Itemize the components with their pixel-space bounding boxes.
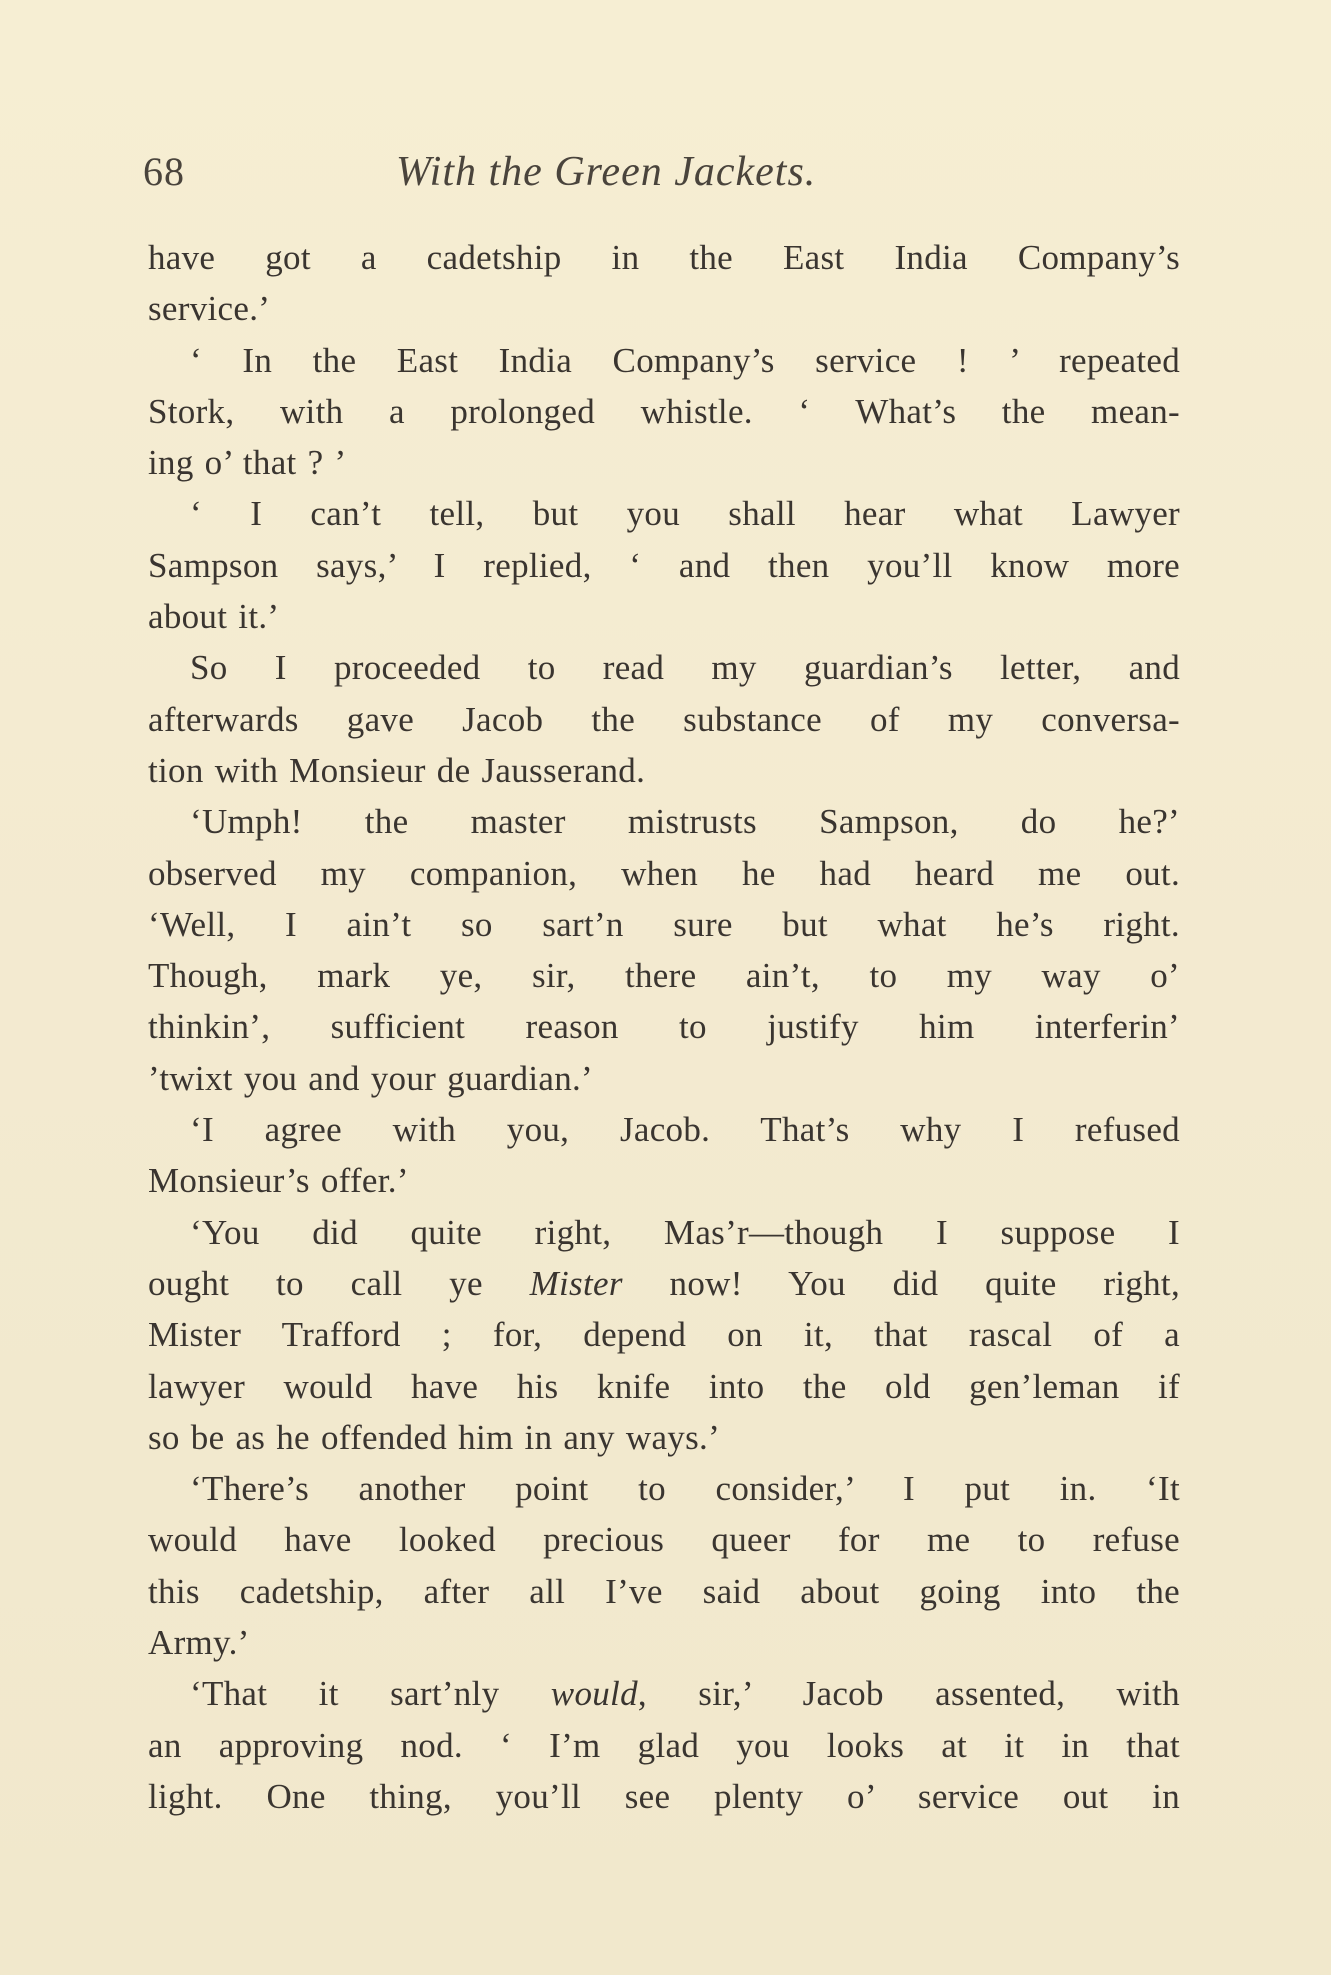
italic-word-would: would <box>550 1674 638 1714</box>
text-line: ’twixt you and your guardian.’ <box>148 1058 594 1098</box>
page-number: 68 <box>143 149 185 194</box>
text-line: have got a cadetship in the East India Company’s <box>148 238 1180 277</box>
text-segment: , sir,’ Jacob assented, with <box>637 1674 1180 1714</box>
text-line <box>148 1668 1180 1719</box>
text-line: this cadetship, after all I’ve said about going into the <box>148 1571 1180 1611</box>
text-line: Sampson says,’ I replied, ‘ and then you’ll know more <box>148 545 1180 585</box>
text-line: ‘ I can’t tell, but you shall hear what Lawyer <box>190 494 1180 534</box>
text-segment: ‘That it sart’nly <box>190 1674 551 1714</box>
text-segment: ought to call ye <box>148 1263 530 1303</box>
text-line: ‘Umph! the master mistrusts Sampson, do he?’ <box>190 802 1180 842</box>
text-line: lawyer would have his knife into the old gen’leman if <box>148 1366 1180 1406</box>
text-line: ing o’ that ? ’ <box>148 443 347 483</box>
text-line: afterwards gave Jacob the substance of my conversa- <box>148 699 1180 739</box>
text-line: observed my companion, when he had heard me out. <box>148 853 1180 893</box>
text-line: Though, mark ye, sir, there ain’t, to my way o’ <box>148 956 1180 996</box>
text-line: an approving nod. ‘ I’m glad you looks at it in that <box>148 1725 1180 1765</box>
text-line: ‘I agree with you, Jacob. That’s why I refused <box>190 1110 1180 1150</box>
text-line: so be as he offended him in any ways.’ <box>148 1417 721 1457</box>
text-line: ‘ In the East India Company’s service ! ’ repeated <box>190 340 1180 380</box>
text-line: Mister Trafford ; for, depend on it, that rascal of a <box>148 1315 1180 1355</box>
running-title: With the Green Jackets. <box>396 149 817 195</box>
text-segment: now! You did quite right, <box>622 1263 1180 1303</box>
page-header <box>143 148 1183 208</box>
text-line: would have looked precious queer for me to refuse <box>148 1520 1180 1560</box>
body-text <box>148 232 1180 1822</box>
text-line: Army.’ <box>148 1623 250 1663</box>
text-line: tion with Monsieur de Jausserand. <box>148 750 646 790</box>
italic-word-mister: Mister <box>529 1263 623 1303</box>
text-line: thinkin’, sufficient reason to justify him interferin’ <box>148 1007 1180 1047</box>
text-line: service.’ <box>148 289 271 329</box>
text-line: ‘Well, I ain’t so sart’n sure but what he’s right. <box>148 904 1180 944</box>
text-line: Stork, with a prolonged whistle. ‘ What’s the mean- <box>148 391 1180 431</box>
text-line: ‘You did quite right, Mas’r—though I suppose I <box>190 1212 1180 1252</box>
text-line <box>148 1258 1180 1309</box>
text-line: So I proceeded to read my guardian’s letter, and <box>190 648 1180 688</box>
text-line: light. One thing, you’ll see plenty o’ service out in <box>148 1776 1180 1816</box>
text-line: about it.’ <box>148 597 280 637</box>
text-line: ‘There’s another point to consider,’ I put in. ‘It <box>190 1469 1180 1509</box>
text-line: Monsieur’s offer.’ <box>148 1161 409 1201</box>
